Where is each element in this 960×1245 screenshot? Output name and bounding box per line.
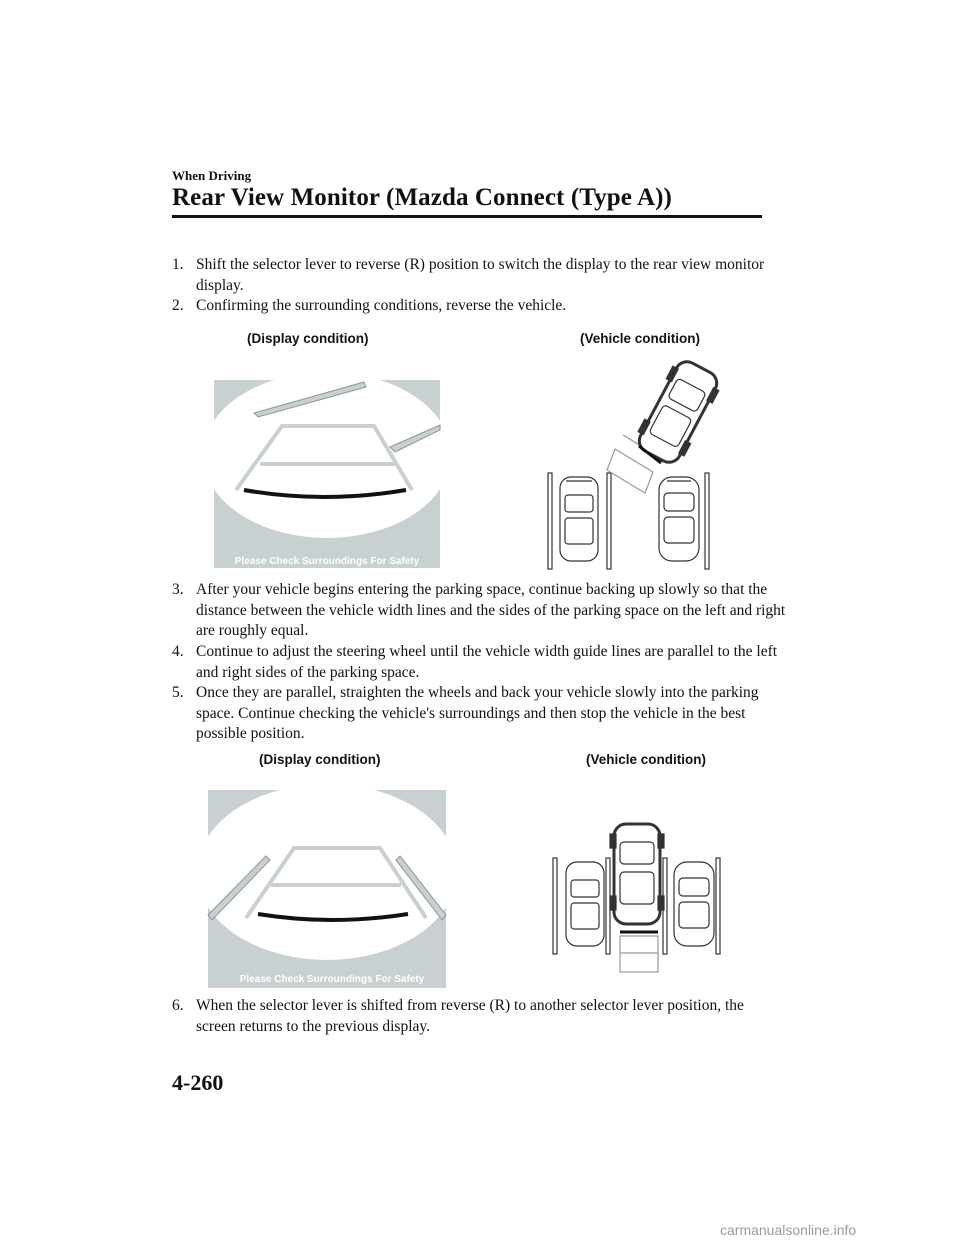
step-1 [172,255,786,296]
figure1-vehicle-label: (Vehicle condition) [580,331,701,346]
step-number: 2. [172,297,184,314]
parked-car-right-icon [674,862,714,946]
screen-caption: Please Check Surroundings For Safety [239,974,425,985]
parking-divider [548,473,552,569]
step-number: 1. [172,256,184,273]
step-5 [172,683,786,745]
figure1-monitor-screen [214,380,440,568]
parking-divider [607,473,611,569]
step-text: After your vehicle begins entering the parking space, continue backing up slowly so that the distance between the vehicle width lines and the sides of the parking space on the left and right are roughly equal. [196,581,786,639]
title-divider [172,215,762,218]
figure1-display-label: (Display condition) [247,331,369,346]
step-text: Continue to adjust the steering wheel until the vehicle width guide lines are parallel to the left and right sides of the parking space. [196,643,778,681]
step-text: Confirming the surrounding conditions, reverse the vehicle. [196,297,567,314]
figure2-vehicle-label: (Vehicle condition) [586,752,707,767]
parking-divider [705,473,709,569]
camera-view [197,784,457,960]
section-label: When Driving [172,168,252,183]
parking-divider [553,858,557,954]
step-number: 6. [172,997,184,1014]
figure2-vehicle-diagram [550,820,730,975]
parked-car-right-icon [659,477,699,561]
page-number: 4-260 [172,1070,224,1095]
reversing-car-icon [610,824,664,924]
step-6 [172,996,786,1037]
step-text: When the selector lever is shifted from reverse (R) to another selector lever position, the screen returns to the previous display. [196,997,744,1035]
step-number: 3. [172,581,184,598]
step-number: 5. [172,684,184,701]
screen-caption: Please Check Surroundings For Safety [234,556,420,567]
step-number: 4. [172,643,184,660]
guide-trail-icon [620,936,658,972]
step-2 [172,296,786,317]
site-watermark: carmanualsonline.info [720,1222,857,1238]
parking-divider [716,858,720,954]
page-title: Rear View Monitor (Mazda Connect (Type A)) [172,184,672,211]
figure1-vehicle-diagram [545,355,730,570]
figure2-monitor-screen [208,790,446,988]
step-text: Once they are parallel, straighten the wheels and back your vehicle slowly into the parking space. Continue checking the vehicle's surroundings and then stop the vehicle in the best possible position. [196,684,759,742]
parked-car-left-icon [566,862,604,946]
step-3 [172,580,786,642]
step-4 [172,642,786,683]
parked-car-left-icon [560,477,598,561]
figure2-display-label: (Display condition) [259,752,381,767]
step-text: Shift the selector lever to reverse (R) position to switch the display to the rear view monitor display. [196,256,765,294]
